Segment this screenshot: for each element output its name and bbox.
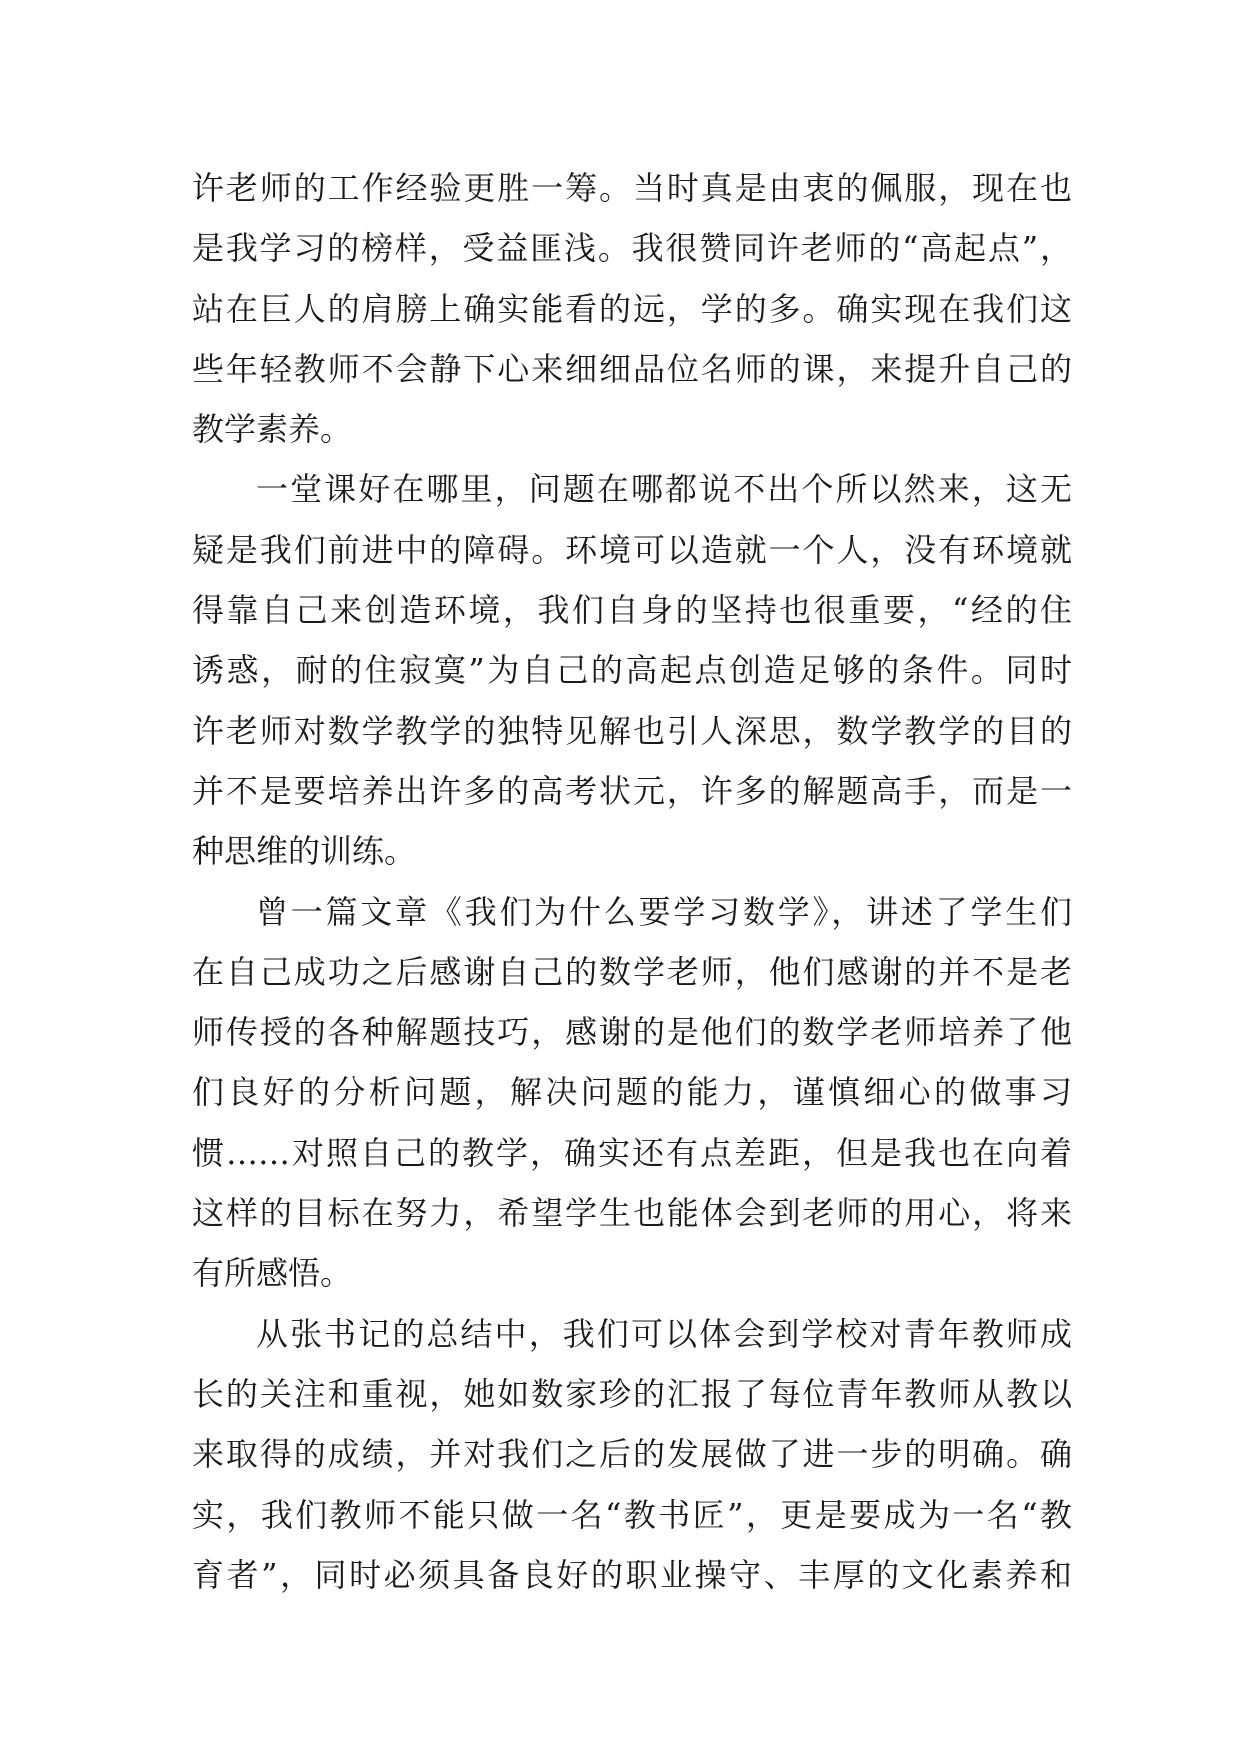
- body-text: [192, 158, 1072, 1605]
- text-line: 在自己成功之后感谢自己的数学老师，他们感谢的并不是老: [192, 952, 1072, 991]
- text-line: 们良好的分析问题，解决问题的能力，谨慎细心的做事习: [192, 1073, 1072, 1112]
- text-line: 育者”，同时必须具备良好的职业操守、丰厚的文化素养和: [192, 1555, 1072, 1594]
- text-line: 些年轻教师不会静下心来细细品位名师的课，来提升自己的: [192, 349, 1072, 388]
- text-line: 疑是我们前进中的障碍。环境可以造就一个人，没有环境就: [192, 530, 1072, 569]
- paragraph-4: [192, 1304, 1072, 1605]
- text-line: 种思维的训练。: [192, 832, 417, 871]
- text-line: 一堂课好在哪里，问题在哪都说不出个所以然来，这无: [256, 470, 1072, 509]
- text-line: 来取得的成绩，并对我们之后的发展做了进一步的明确。确: [192, 1435, 1072, 1474]
- text-line: 这样的目标在努力，希望学生也能体会到老师的用心，将来: [192, 1194, 1072, 1233]
- text-line: 惯……对照自己的教学，确实还有点差距，但是我也在向着: [192, 1133, 1072, 1172]
- text-line: 有所感悟。: [192, 1254, 353, 1293]
- paragraph-1: [192, 158, 1072, 459]
- text-line: 许老师的工作经验更胜一筹。当时真是由衷的佩服，现在也: [192, 169, 1072, 207]
- text-line: 诱惑，耐的住寂寞”为自己的高起点创造足够的条件。同时: [192, 651, 1072, 690]
- paragraph-2: [192, 459, 1072, 881]
- text-line: 实，我们教师不能只做一名“教书匠”，更是要成为一名“教: [192, 1495, 1072, 1534]
- text-line: 从张书记的总结中，我们可以体会到学校对青年教师成: [256, 1314, 1072, 1353]
- paragraph-3: [192, 882, 1072, 1304]
- text-line: 许老师对数学教学的独特见解也引人深思，数学教学的目的: [192, 711, 1072, 750]
- text-line: 曾一篇文章《我们为什么要学习数学》，讲述了学生们: [256, 892, 1072, 931]
- text-line: 师传授的各种解题技巧，感谢的是他们的数学老师培养了他: [192, 1013, 1072, 1052]
- text-line: 教学素养。: [192, 410, 353, 449]
- text-line: 并不是要培养出许多的高考状元，许多的解题高手，而是一: [192, 771, 1072, 810]
- text-line: 长的关注和重视，她如数家珍的汇报了每位青年教师从教以: [192, 1374, 1072, 1413]
- text-line: 是我学习的榜样，受益匪浅。我很赞同许老师的“高起点”，: [192, 229, 1072, 268]
- text-line: 站在巨人的肩膀上确实能看的远，学的多。确实现在我们这: [192, 289, 1072, 328]
- text-line: 得靠自己来创造环境，我们自身的坚持也很重要，“经的住: [192, 591, 1072, 630]
